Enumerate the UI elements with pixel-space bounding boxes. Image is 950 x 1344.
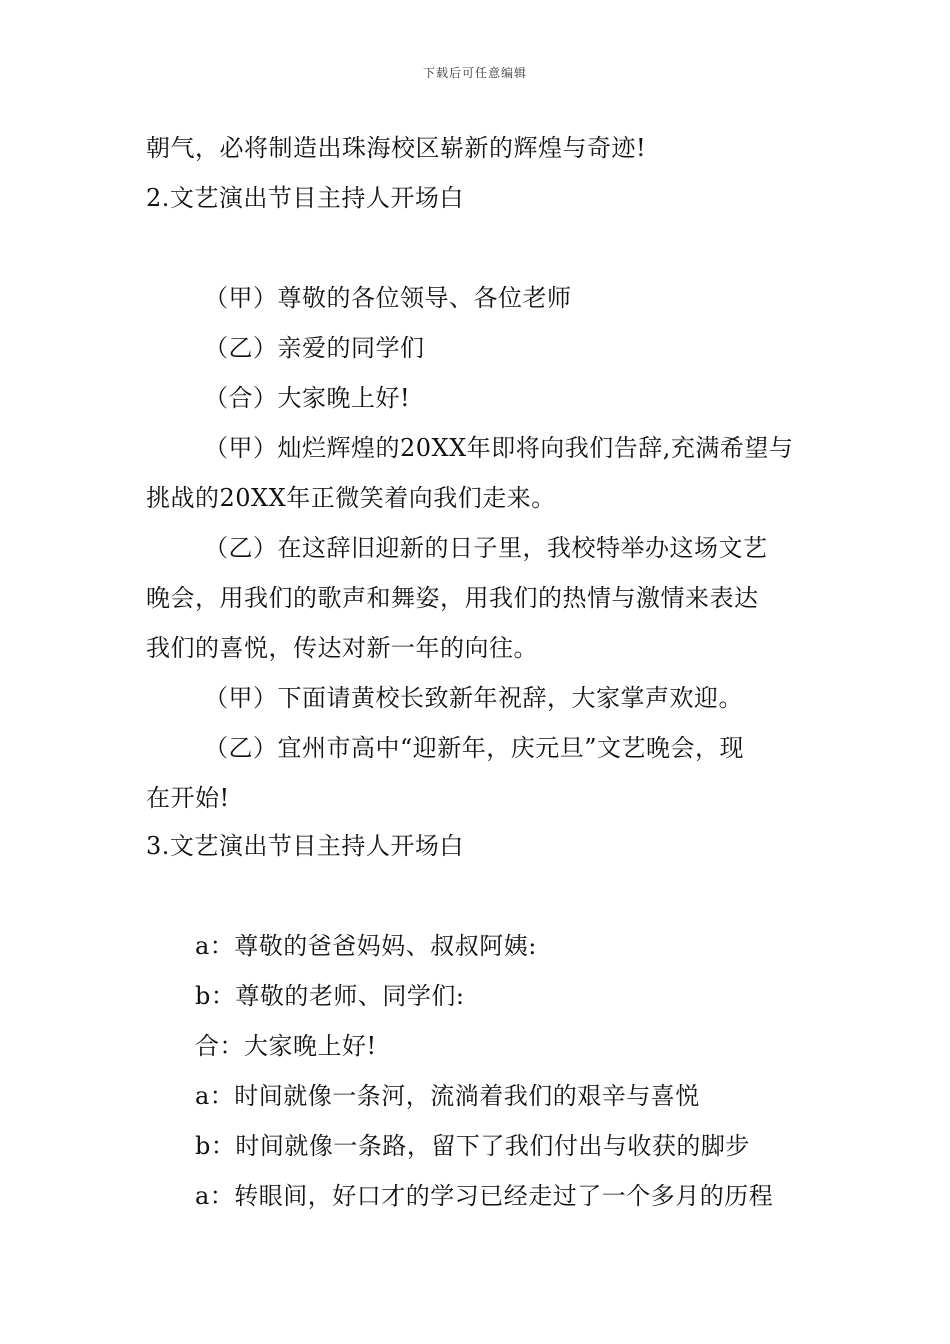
dialogue-line: a：转眼间，好口才的学习已经走过了一个多月的历程 bbox=[195, 1182, 774, 1210]
dialogue-line: （甲）尊敬的各位领导、各位老师 bbox=[204, 284, 572, 312]
dialogue-line: （甲）灿烂辉煌的20XX年即将向我们告辞,充满希望与 bbox=[204, 434, 794, 462]
dialogue-line: b：尊敬的老师、同学们: bbox=[195, 982, 465, 1010]
dialogue-line: （乙）在这辞旧迎新的日子里，我校特举办这场文艺 bbox=[204, 534, 768, 562]
page-header: 下载后可任意编辑 bbox=[422, 66, 527, 80]
dialogue-line: （乙）宜州市高中“迎新年，庆元旦”文艺晚会，现 bbox=[204, 734, 745, 762]
dialogue-line: 晚会，用我们的歌声和舞姿，用我们的热情与激情来表达 bbox=[146, 584, 759, 612]
dialogue-line: 在开始! bbox=[146, 784, 230, 812]
dialogue-line: a：尊敬的爸爸妈妈、叔叔阿姨: bbox=[195, 932, 537, 960]
dialogue-line: b：时间就像一条路，留下了我们付出与收获的脚步 bbox=[195, 1132, 750, 1160]
paragraph-line: 朝气，必将制造出珠海校区崭新的辉煌与奇迹! bbox=[146, 134, 647, 162]
dialogue-line: 合：大家晚上好! bbox=[195, 1032, 377, 1060]
dialogue-line: a：时间就像一条河，流淌着我们的艰辛与喜悦 bbox=[195, 1082, 700, 1110]
dialogue-line: 我们的喜悦，传达对新一年的向往。 bbox=[146, 634, 538, 662]
dialogue-line: （甲）下面请黄校长致新年祝辞，大家掌声欢迎。 bbox=[204, 684, 743, 712]
section-heading: 2.文艺演出节目主持人开场白 bbox=[146, 184, 464, 212]
dialogue-line: 挑战的20XX年正微笑着向我们走来。 bbox=[146, 484, 556, 512]
dialogue-line: （合）大家晚上好! bbox=[204, 384, 411, 412]
section-heading: 3.文艺演出节目主持人开场白 bbox=[146, 832, 464, 860]
dialogue-line: （乙）亲爱的同学们 bbox=[204, 334, 425, 362]
